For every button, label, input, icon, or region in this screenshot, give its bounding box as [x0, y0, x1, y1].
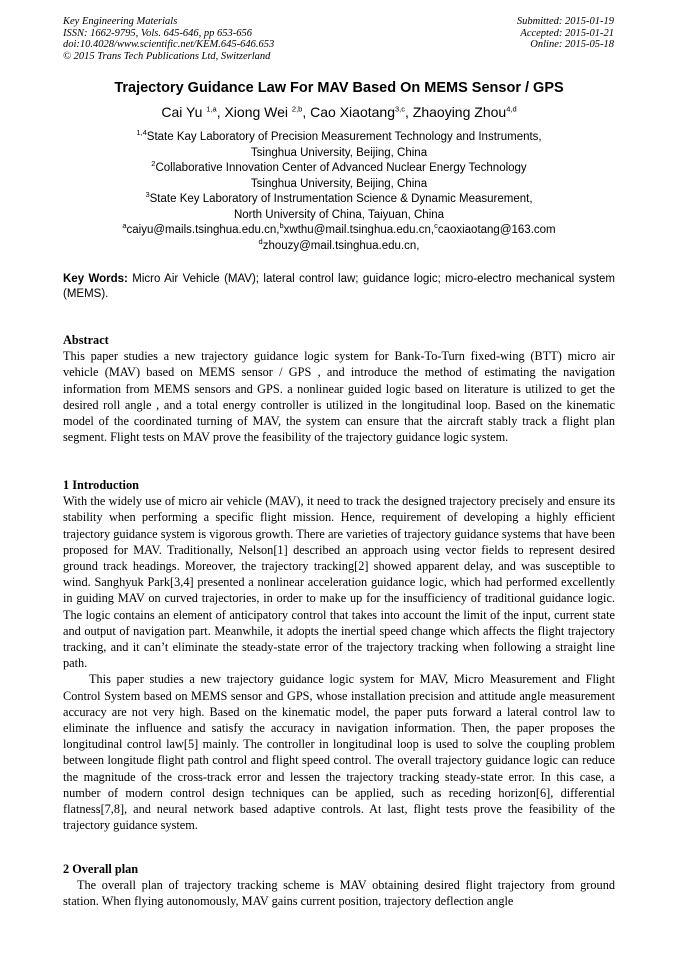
- journal-copyright: © 2015 Trans Tech Publications Ltd, Switzerland: [63, 50, 271, 62]
- affiliation-line: Tsinghua University, Beijing, China: [250, 146, 428, 159]
- author-name: Xiong Wei: [224, 104, 289, 120]
- keywords-text: Micro Air Vehicle (MAV); lateral control law; guidance logic; micro-electro mechanical system (MEMS).: [63, 273, 615, 300]
- author-name: Cai Yu: [161, 104, 203, 120]
- keywords-label: Key Words:: [63, 273, 128, 285]
- email-marker: b: [279, 221, 284, 231]
- abstract-heading: Abstract: [63, 333, 109, 347]
- journal-header: [63, 16, 274, 62]
- journal-issn: ISSN: 1662-9795, Vols. 645-646, pp 653-656: [63, 27, 252, 39]
- introduction-paragraph: This paper studies a new trajectory guidance logic system for MAV, Micro Measurement and Flight Control System based on MEMS sensor and GPS, whose installation precision and attitude angle measurement accuracy are not very high. Based on the kinematic model, the paper puts forward a lateral control law to eliminate the influence and satisfy the accuracy in navigation information. Then, the paper proposes the longitudinal control law[5] mainly. The controller in longitudinal loop is used to solve the coupling problem between longitude flight path control and flight speed control. The overall trajectory guidance logic can reduce the magnitude of the cross-track error and lessen the trajectory tracking steady-state error. In this case, a number of modern control design techniques can be applied, such as receding horizon[6], differential flatness[7,8], and neural network based adaptive controls. At last, flight tests prove the feasibility of the trajectory guidance system.: [63, 672, 615, 833]
- online-date: Online: 2015-05-18: [530, 39, 614, 50]
- affiliation-line: Tsinghua University, Beijing, China: [250, 177, 428, 190]
- accepted-date: Accepted: 2015-01-21: [520, 27, 614, 39]
- email-marker: a: [122, 221, 127, 231]
- abstract-section: [63, 332, 615, 445]
- email-marker: c: [434, 221, 438, 231]
- affil-marker: 2: [151, 159, 156, 169]
- email-address: caiyu@mails.tsinghua.edu.cn,: [126, 224, 280, 236]
- affil-marker: 1,4: [136, 128, 147, 138]
- affil-text: State Kay Laboratory of Precision Measurement Technology and Instruments,: [146, 131, 542, 143]
- overall-plan-paragraph: The overall plan of trajectory tracking scheme is MAV obtaining desired flight trajectory from ground station. When flying autonomously, MAV gains current position, trajectory deflection angle: [63, 878, 615, 909]
- email-line: [0, 223, 678, 239]
- submitted-date: Submitted: 2015-01-19: [516, 16, 614, 27]
- author-affil-marker: 2,b: [291, 104, 303, 114]
- author-list: Cai Yu $^{1,a}$, Xiong Wei $^{2,b}$, Cao Xiaotang$^{3,c}$, Zhaoying Zhou$^{4,d}$: [161, 104, 517, 120]
- paper-title: Trajectory Guidance Law For MAV Based On MEMS Sensor / GPS: [114, 80, 564, 96]
- author-name: Cao Xiaotang: [310, 104, 395, 120]
- author-affil-marker: 4,d: [506, 104, 517, 114]
- affil-text: State Key Laboratory of Instrumentation Science & Dynamic Measurement,: [149, 193, 533, 205]
- affiliation-line: North University of China, Taiyuan, China: [233, 208, 445, 221]
- keywords: [63, 272, 615, 302]
- affiliation-line: [0, 192, 678, 208]
- email-line: [0, 236, 678, 255]
- email-address: caoxiaotang@163.com: [437, 224, 556, 236]
- affiliation-line: [0, 130, 678, 146]
- affil-text: Collaborative Innovation Center of Advanced Nuclear Energy Technology: [155, 162, 527, 174]
- introduction-heading: 1 Introduction: [63, 478, 139, 492]
- author-affil-marker: 3,c: [394, 104, 405, 114]
- overall-plan-section: [63, 861, 615, 910]
- email-address: xwthu@mail.tsinghua.edu.cn,: [283, 224, 435, 236]
- author-name: Zhaoying Zhou: [412, 104, 507, 120]
- introduction-section: [63, 477, 615, 833]
- overall-plan-heading: 2 Overall plan: [63, 862, 139, 876]
- affil-marker: 3: [145, 190, 150, 200]
- affiliation-line: [0, 161, 678, 177]
- email-address: zhouzy@mail.tsinghua.edu.cn,: [262, 239, 420, 252]
- author-affil-marker: 1,a: [206, 104, 217, 114]
- introduction-paragraph: With the widely use of micro air vehicle (MAV), it need to track the designed trajectory precisely and ensure its stability when performing a specific flight mission. Hence, requirement of developing a highly efficient trajectory guidance system is vigorous growth. There are varieties of trajectory guidance systems that have been proposed for MAV. Traditionally, Nelson[1] described an approach using vector fields to represent desired ground track headings. Moreover, the trajectory tracking[2] showed apparent delay, and was susceptible to wind. Sanghyuk Park[3,4] presented a nonlinear acceleration guidance logic, which had performed excellently in guiding MAV on curved trajectories, in order to make up for the insufficiency of traditional guidance logic. The logic contains an element of anticipatory control that takes into account the limit of the input, current state and output of navigation part. Meanwhile, it adopts the inertial speed change which affects the flight trajectory tracking, and it can’t eliminate the steady-state error of the trajectory tracking when following a straight line path.: [63, 494, 615, 671]
- publication-dates: [517, 16, 614, 51]
- email-marker: d: [258, 236, 263, 246]
- affiliations: [0, 130, 678, 254]
- abstract-text: This paper studies a new trajectory guidance logic system for Bank-To-Turn fixed-wing (BTT) micro air vehicle (MAV) based on MEMS sensor / GPS , and introduce the method of estimating the navigation information from MEMS sensors and GPS. a nonlinear guided logic based on literature is utilized to get the desired roll angle , and a total energy controller is utilized in the longitudinal loop. Based on the kinematic model of the coordinated turning of MAV, the system can ensure that the aircraft stably track a flight plan segment. Flight tests on MAV prove the feasibility of the trajectory guidance logic system.: [63, 349, 615, 445]
- journal-name: Key Engineering Materials: [63, 16, 178, 27]
- journal-doi: doi:10.4028/www.scientific.net/KEM.645-646.653: [63, 39, 275, 50]
